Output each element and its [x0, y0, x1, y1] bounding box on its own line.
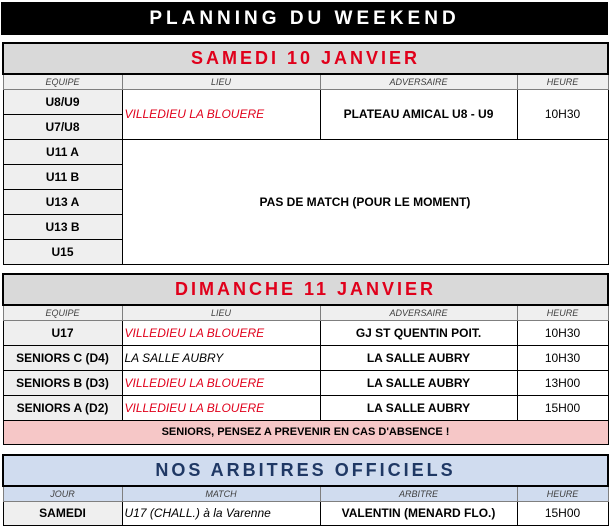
col-header-lieu: LIEU	[122, 305, 320, 320]
table-row	[3, 501, 608, 525]
day-cell: SAMEDI	[3, 501, 122, 525]
absence-notice: SENIORS, PENSEZ A PREVENIR EN CAS D'ABSENCE !	[3, 420, 608, 444]
page-banner-title: PLANNING DU WEEKEND	[1, 2, 608, 35]
col-header-match: MATCH	[122, 486, 320, 501]
col-header-heure: HEURE	[517, 305, 608, 320]
team-cell: U13 A	[3, 189, 122, 214]
team-cell: U7/U8	[3, 114, 122, 139]
team-cell: U11 A	[3, 139, 122, 164]
team-cell: SENIORS B (D3)	[3, 370, 122, 395]
table-row	[3, 89, 608, 114]
table-row	[3, 395, 608, 420]
sunday-schedule-table	[2, 273, 609, 445]
table-row	[3, 139, 608, 164]
col-header-heure: HEURE	[517, 74, 608, 89]
time-cell: 10H30	[517, 89, 608, 139]
venue-cell: LA SALLE AUBRY	[122, 345, 320, 370]
col-header-heure: HEURE	[517, 486, 608, 501]
table-row	[3, 345, 608, 370]
saturday-schedule-table	[2, 42, 609, 265]
team-cell: SENIORS A (D2)	[3, 395, 122, 420]
team-cell: U17	[3, 320, 122, 345]
opponent-cell: LA SALLE AUBRY	[320, 395, 517, 420]
opponent-cell: GJ ST QUENTIN POIT.	[320, 320, 517, 345]
team-cell: U11 B	[3, 164, 122, 189]
sunday-title: DIMANCHE 11 JANVIER	[3, 274, 608, 305]
col-header-jour: JOUR	[3, 486, 122, 501]
time-cell: 10H30	[517, 345, 608, 370]
officials-table	[2, 454, 609, 526]
opponent-cell: LA SALLE AUBRY	[320, 345, 517, 370]
col-header-equipe: EQUIPE	[3, 74, 122, 89]
venue-cell: VILLEDIEU LA BLOUERE	[122, 370, 320, 395]
venue-cell: VILLEDIEU LA BLOUERE	[122, 89, 320, 139]
team-cell: U15	[3, 239, 122, 264]
col-header-lieu: LIEU	[122, 74, 320, 89]
table-row	[3, 320, 608, 345]
referee-cell: VALENTIN (MENARD FLO.)	[320, 501, 517, 525]
time-cell: 15H00	[517, 501, 608, 525]
col-header-equipe: EQUIPE	[3, 305, 122, 320]
team-cell: SENIORS C (D4)	[3, 345, 122, 370]
table-row	[3, 370, 608, 395]
saturday-title: SAMEDI 10 JANVIER	[3, 43, 608, 74]
team-cell: U8/U9	[3, 89, 122, 114]
no-match-message: PAS DE MATCH (POUR LE MOMENT)	[122, 139, 608, 264]
opponent-cell: PLATEAU AMICAL U8 - U9	[320, 89, 517, 139]
officials-title: NOS ARBITRES OFFICIELS	[3, 455, 608, 486]
time-cell: 15H00	[517, 395, 608, 420]
venue-cell: VILLEDIEU LA BLOUERE	[122, 395, 320, 420]
match-cell: U17 (CHALL.) à la Varenne	[122, 501, 320, 525]
col-header-adversaire: ADVERSAIRE	[320, 305, 517, 320]
venue-cell: VILLEDIEU LA BLOUERE	[122, 320, 320, 345]
team-cell: U13 B	[3, 214, 122, 239]
time-cell: 13H00	[517, 370, 608, 395]
col-header-arbitre: ARBITRE	[320, 486, 517, 501]
time-cell: 10H30	[517, 320, 608, 345]
opponent-cell: LA SALLE AUBRY	[320, 370, 517, 395]
col-header-adversaire: ADVERSAIRE	[320, 74, 517, 89]
